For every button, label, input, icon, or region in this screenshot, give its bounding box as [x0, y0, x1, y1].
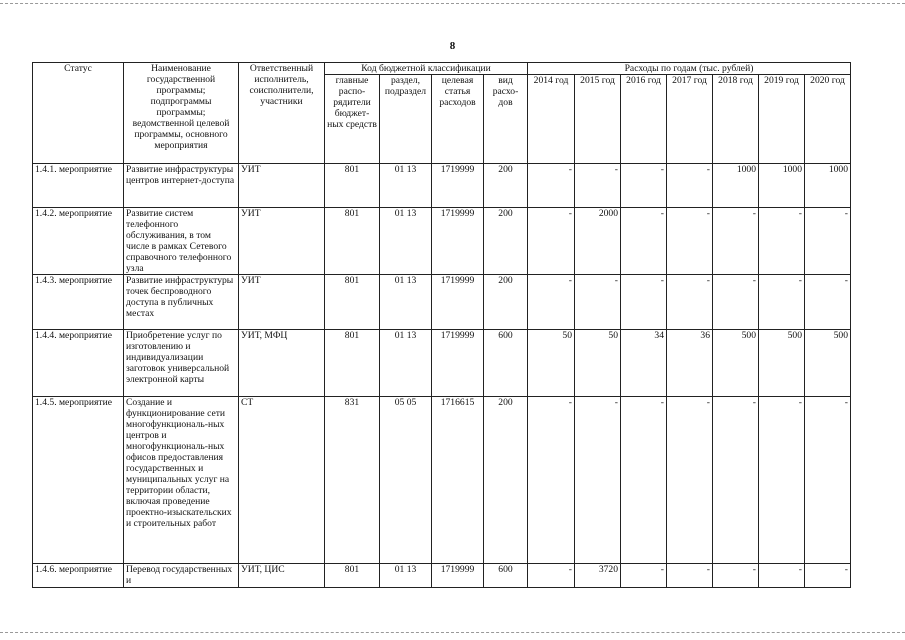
row-responsible: СТ — [239, 397, 325, 564]
header-year: 2016 год — [621, 75, 667, 164]
row-year-value: 50 — [575, 330, 621, 397]
row-year-value: - — [713, 208, 759, 275]
row-year-value: 1000 — [759, 164, 805, 208]
row-year-value: 1000 — [805, 164, 851, 208]
row-article: 1719999 — [432, 208, 484, 275]
row-year-value: 2000 — [575, 208, 621, 275]
row-razdel: 01 13 — [380, 275, 432, 330]
row-year-value: - — [528, 275, 575, 330]
row-responsible: УИТ — [239, 164, 325, 208]
row-vid: 600 — [484, 330, 528, 397]
row-year-value: - — [805, 397, 851, 564]
row-razdel: 05 05 — [380, 397, 432, 564]
row-article: 1716615 — [432, 397, 484, 564]
header-code-article: целевая статья расходов — [432, 75, 484, 164]
row-status: 1.4.5. мероприятие — [33, 397, 124, 564]
header-status: Статус — [33, 63, 124, 164]
row-vid: 600 — [484, 564, 528, 588]
row-status: 1.4.4. мероприятие — [33, 330, 124, 397]
row-status: 1.4.2. мероприятие — [33, 208, 124, 275]
row-year-value: - — [713, 397, 759, 564]
table-row — [33, 397, 851, 564]
row-year-value: - — [667, 397, 713, 564]
row-status: 1.4.1. мероприятие — [33, 164, 124, 208]
row-year-value: - — [759, 275, 805, 330]
row-grbs: 801 — [325, 330, 380, 397]
row-grbs: 801 — [325, 275, 380, 330]
row-year-value: - — [805, 208, 851, 275]
row-year-value: - — [528, 164, 575, 208]
row-year-value: - — [759, 208, 805, 275]
row-razdel: 01 13 — [380, 164, 432, 208]
table-row — [33, 208, 851, 275]
table-row — [33, 275, 851, 330]
row-year-value: 500 — [759, 330, 805, 397]
row-grbs: 801 — [325, 208, 380, 275]
row-year-value: - — [667, 164, 713, 208]
row-year-value: - — [667, 275, 713, 330]
header-responsible: Ответственный исполнитель, соисполнители, участники — [239, 63, 325, 164]
row-year-value: - — [528, 564, 575, 588]
header-code-razdel: раздел, подраздел — [380, 75, 432, 164]
header-name: Наименование государственной программы; подпрограммы программы; ведомственной целевой программы, основного мероприятия — [124, 63, 239, 164]
row-grbs: 801 — [325, 564, 380, 588]
row-year-value: - — [528, 208, 575, 275]
row-name: Развитие инфраструктуры центров интернет-доступа — [124, 164, 239, 208]
header-year: 2014 год — [528, 75, 575, 164]
header-code-group: Код бюджетной классификации — [325, 63, 528, 75]
row-year-value: - — [621, 564, 667, 588]
row-year-value: 500 — [805, 330, 851, 397]
row-year-value: 1000 — [713, 164, 759, 208]
row-year-value: - — [528, 397, 575, 564]
row-responsible: УИТ — [239, 275, 325, 330]
row-year-value: - — [713, 564, 759, 588]
row-year-value: - — [621, 164, 667, 208]
row-razdel: 01 13 — [380, 208, 432, 275]
row-year-value: - — [575, 275, 621, 330]
row-year-value: - — [621, 397, 667, 564]
row-article: 1719999 — [432, 275, 484, 330]
row-responsible: УИТ, МФЦ — [239, 330, 325, 397]
row-status: 1.4.3. мероприятие — [33, 275, 124, 330]
header-year: 2020 год — [805, 75, 851, 164]
row-name: Создание и функционирование сети многофункциональ-ных центров и многофункциональ-ных офисов предоставления государственных и муниципальных услуг на территории области, включая проведение проектно-изыскательских и строительных работ — [124, 397, 239, 564]
row-article: 1719999 — [432, 164, 484, 208]
row-year-value: 50 — [528, 330, 575, 397]
scan-edge-top — [0, 3, 905, 4]
row-year-value: - — [805, 564, 851, 588]
row-article: 1719999 — [432, 330, 484, 397]
row-year-value: - — [667, 208, 713, 275]
row-name: Развитие инфраструктуры точек беспроводного доступа в публичных местах — [124, 275, 239, 330]
row-year-value: 34 — [621, 330, 667, 397]
row-year-value: - — [667, 564, 713, 588]
row-year-value: - — [759, 397, 805, 564]
header-expense-group: Расходы по годам (тыс. рублей) — [528, 63, 851, 75]
header-year: 2015 год — [575, 75, 621, 164]
row-name: Перевод государственных и — [124, 564, 239, 588]
row-year-value: - — [621, 275, 667, 330]
row-vid: 200 — [484, 164, 528, 208]
row-year-value: 36 — [667, 330, 713, 397]
row-year-value: - — [575, 397, 621, 564]
row-year-value: - — [759, 564, 805, 588]
table-row — [33, 330, 851, 397]
row-vid: 200 — [484, 397, 528, 564]
row-vid: 200 — [484, 275, 528, 330]
row-article: 1719999 — [432, 564, 484, 588]
row-grbs: 831 — [325, 397, 380, 564]
row-vid: 200 — [484, 208, 528, 275]
header-code-vid: вид расхо-дов — [484, 75, 528, 164]
header-year: 2019 год — [759, 75, 805, 164]
row-year-value: 500 — [713, 330, 759, 397]
table-row — [33, 564, 851, 588]
budget-table — [32, 62, 851, 588]
row-grbs: 801 — [325, 164, 380, 208]
row-year-value: - — [805, 275, 851, 330]
row-year-value: 3720 — [575, 564, 621, 588]
row-razdel: 01 13 — [380, 330, 432, 397]
row-name: Развитие систем телефонного обслуживания, в том числе в рамках Сетевого справочного телефонного узла — [124, 208, 239, 275]
row-responsible: УИТ, ЦИС — [239, 564, 325, 588]
row-year-value: - — [713, 275, 759, 330]
row-responsible: УИТ — [239, 208, 325, 275]
table-row — [33, 164, 851, 208]
row-razdel: 01 13 — [380, 564, 432, 588]
scan-edge-bottom — [0, 632, 905, 633]
row-year-value: - — [575, 164, 621, 208]
header-year: 2018 год — [713, 75, 759, 164]
row-status: 1.4.6. мероприятие — [33, 564, 124, 588]
header-year: 2017 год — [667, 75, 713, 164]
row-name: Приобретение услуг по изготовлению и индивидуализации заготовок универсальной электронной карты — [124, 330, 239, 397]
header-code-grbs: главные распо-рядители бюджет-ных средств — [325, 75, 380, 164]
page-number: 8 — [449, 40, 456, 52]
row-year-value: - — [621, 208, 667, 275]
